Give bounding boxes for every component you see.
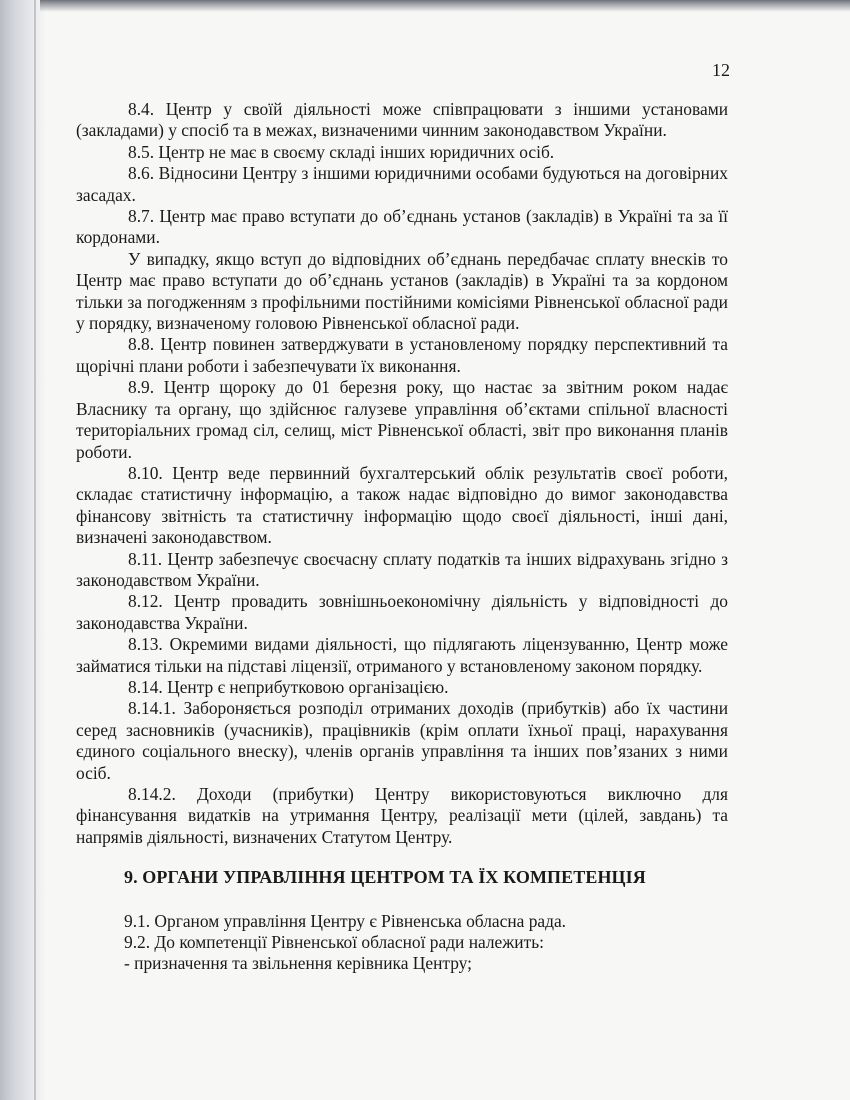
paragraph-9-2: 9.2. До компетенції Рівненської обласної ради належить: [124,932,544,953]
document-body [76,99,728,975]
paragraph-8-6: 8.6. Відносини Центру з іншими юридичними особами будуються на договірних засадах. [76,163,728,205]
paragraph-8-14: 8.14. Центр є неприбутковою організацією. [128,676,449,697]
list-item-dash: - призначення та звільнення керівника Центру; [124,953,472,974]
paragraph-8-4: 8.4. Центр у своїй діяльності може співпрацювати з іншими установами (закладами) у спосіб та в межах, визначеними чинним законодавством України. [76,99,728,141]
paragraph-8-14-2: 8.14.2. Доходи (прибутки) Центру використовуються виключно для фінансування видатків на утримання Центру, реалізації мети (цілей, завдань) та напрямів діяльності, визначених Статутом Центру. [76,784,728,847]
section-heading: 9. ОРГАНИ УПРАВЛІННЯ ЦЕНТРОМ ТА ЇХ КОМПЕТЕНЦІЯ [124,867,646,888]
paragraph-8-13: 8.13. Окремими видами діяльності, що підлягають ліцензуванню, Центр може займатися тільки на підставі ліцензії, отриманого у встановленому законом порядку. [76,634,728,676]
paragraph-8-12: 8.12. Центр провадить зовнішньоекономічну діяльність у відповідності до законодавства України. [76,591,728,633]
paragraph-8-10: 8.10. Центр веде первинний бухгалтерський облік результатів своєї роботи, складає статистичну інформацію, а також надає відповідно до вимог законодавства фінансову звітність та статистичну інформацію щодо своєї діяльності, інші дані, визначені законодавством. [76,462,728,548]
binding-edge [34,0,36,1100]
paragraph-8-9: 8.9. Центр щороку до 01 березня року, що настає за звітним роком надає Власнику та органу, що здійснює галузеве управління об’єктами спільної власності територіальних громад сіл, селищ, міст Рівненської області, звіт про виконання планів роботи. [76,377,728,462]
page-number: 12 [712,60,730,80]
paragraph-8-14-1: 8.14.1. Забороняється розподіл отриманих доходів (прибутків) або їх частини серед засновників (учасників), працівників (крім оплати їхньої праці, нарахування єдиного соціального внеску), членів органів управління та інших пов’язаних з ними осіб. [76,698,728,783]
paragraph-8-8: 8.8. Центр повинен затверджувати в установленому порядку перспективний та щорічні плани роботи і забезпечувати їх виконання. [76,334,728,376]
paragraph-8-11: 8.11. Центр забезпечує своєчасну сплату податків та інших відрахувань згідно з законодавством України. [76,548,728,590]
paragraph-8-5: 8.5. Центр не має в своєму складі інших юридичних осіб. [128,141,555,162]
paragraph-9-1: 9.1. Органом управління Центру є Рівненська обласна рада. [124,910,567,931]
paragraph-8-7-continued: У випадку, якщо вступ до відповідних об’єднань передбачає сплату внесків то Центр має право вступати до об’єднань установ (закладів) в Україні та за кордоном тільки за погодженням з профільними постійними комісіями Рівненської обласної ради у порядку, визначеному головою Рівненської обласної ради. [76,248,728,334]
binding-shadow [0,0,46,1100]
scan-top-edge [40,0,850,12]
paragraph-8-7: 8.7. Центр має право вступати до об’єднань установ (закладів) в Україні та за її кордонами. [76,206,728,248]
